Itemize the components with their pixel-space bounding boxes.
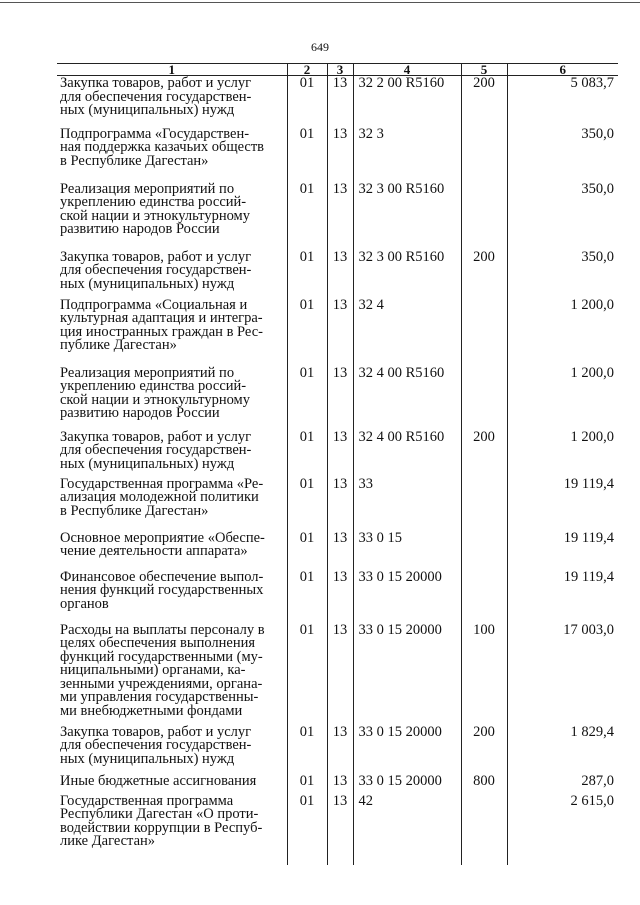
- row-subsection: 13: [327, 183, 353, 251]
- table-row: [57, 775, 618, 795]
- row-target-code: 32 4: [353, 299, 461, 367]
- row-amount: 19 119,4: [507, 478, 618, 532]
- top-rule: [0, 2, 640, 3]
- row-subsection: 13: [327, 532, 353, 571]
- row-expense-type: 100: [461, 624, 507, 726]
- row-name: Финансовое обеспечение выпол- нения функций государственных органов: [60, 568, 264, 612]
- row-name: Закупка товаров, работ и услуг для обеспечения государствен- ных (муниципальных) нужд: [60, 723, 252, 767]
- table-row: [57, 367, 618, 431]
- row-expense-type: [461, 367, 507, 431]
- row-section: 01: [287, 183, 327, 251]
- row-amount: 5 083,7: [507, 76, 618, 128]
- row-expense-type: [461, 795, 507, 865]
- row-subsection: 13: [327, 624, 353, 726]
- row-expense-type: 800: [461, 775, 507, 795]
- row-amount: 1 200,0: [507, 299, 618, 367]
- row-subsection: 13: [327, 571, 353, 624]
- row-name: Подпрограмма «Социальная и культурная адаптация и интегра- ция иностранных граждан в Рес- публике Дагестан»: [60, 296, 263, 354]
- row-section: 01: [287, 775, 327, 795]
- row-target-code: 32 3: [353, 128, 461, 183]
- row-expense-type: 200: [461, 431, 507, 478]
- row-name: Иные бюджетные ассигнования: [60, 772, 257, 789]
- row-subsection: 13: [327, 251, 353, 299]
- row-subsection: 13: [327, 775, 353, 795]
- row-target-code: 32 4 00 R5160: [353, 367, 461, 431]
- table-row: [57, 76, 618, 128]
- row-section: 01: [287, 571, 327, 624]
- row-section: 01: [287, 624, 327, 726]
- row-target-code: 32 2 00 R5160: [353, 76, 461, 128]
- row-name: Закупка товаров, работ и услуг для обеспечения государствен- ных (муниципальных) нужд: [60, 428, 252, 472]
- row-amount: 1 829,4: [507, 726, 618, 775]
- row-name: Государственная программа Республики Дагестан «О проти- водействии коррупции в Респуб- лике Дагестан»: [60, 792, 263, 850]
- row-target-code: 33 0 15 20000: [353, 624, 461, 726]
- row-subsection: 13: [327, 795, 353, 865]
- table-row: [57, 726, 618, 775]
- row-target-code: 33 0 15 20000: [353, 726, 461, 775]
- row-subsection: 13: [327, 726, 353, 775]
- table-body: [57, 76, 618, 865]
- row-target-code: 33 0 15 20000: [353, 571, 461, 624]
- row-subsection: 13: [327, 299, 353, 367]
- row-subsection: 13: [327, 431, 353, 478]
- row-section: 01: [287, 431, 327, 478]
- page-number: 649: [311, 40, 329, 54]
- row-section: 01: [287, 367, 327, 431]
- row-subsection: 13: [327, 367, 353, 431]
- row-amount: 19 119,4: [507, 571, 618, 624]
- row-amount: 350,0: [507, 251, 618, 299]
- row-section: 01: [287, 726, 327, 775]
- table-row: [57, 431, 618, 478]
- row-section: 01: [287, 795, 327, 865]
- row-name: Реализация мероприятий по укреплению единства россий- ской нации и этнокультурному развитию народов России: [60, 364, 250, 422]
- column-header: 4: [353, 64, 461, 76]
- table-row: [57, 571, 618, 624]
- row-amount: 1 200,0: [507, 367, 618, 431]
- budget-table: [57, 63, 618, 865]
- row-section: 01: [287, 532, 327, 571]
- row-name: Государственная программа «Ре- ализация молодежной политики в Республике Дагестан»: [60, 475, 264, 519]
- row-expense-type: [461, 532, 507, 571]
- header-row: [57, 64, 618, 76]
- column-header: 5: [461, 64, 507, 76]
- row-target-code: 33: [353, 478, 461, 532]
- row-expense-type: [461, 478, 507, 532]
- row-target-code: 32 3 00 R5160: [353, 183, 461, 251]
- row-name: Закупка товаров, работ и услуг для обеспечения государствен- ных (муниципальных) нужд: [60, 75, 252, 119]
- row-amount: 287,0: [507, 775, 618, 795]
- row-name: Реализация мероприятий по укреплению единства россий- ской нации и этнокультурному развитию народов России: [60, 180, 250, 238]
- table-row: [57, 183, 618, 251]
- row-target-code: 32 3 00 R5160: [353, 251, 461, 299]
- table-row: [57, 795, 618, 865]
- row-section: 01: [287, 299, 327, 367]
- table-row: [57, 478, 618, 532]
- row-expense-type: 200: [461, 76, 507, 128]
- row-amount: 350,0: [507, 183, 618, 251]
- row-name: Основное мероприятие «Обеспе- чение деятельности аппарата»: [60, 529, 265, 560]
- row-amount: 1 200,0: [507, 431, 618, 478]
- column-header: 1: [57, 64, 287, 76]
- row-expense-type: [461, 128, 507, 183]
- table-row: [57, 624, 618, 726]
- table-row: [57, 128, 618, 183]
- row-subsection: 13: [327, 76, 353, 128]
- row-name: Расходы на выплаты персоналу в целях обеспечения выполнения функций государственными (му- ниципальными) органами, ка- зенными учреждениями, органа- ми управления государственны- ми внебюджетными фондами: [60, 621, 265, 720]
- column-header: 3: [327, 64, 353, 76]
- row-amount: 17 003,0: [507, 624, 618, 726]
- row-section: 01: [287, 76, 327, 128]
- row-amount: 350,0: [507, 128, 618, 183]
- row-target-code: 32 4 00 R5160: [353, 431, 461, 478]
- row-amount: 19 119,4: [507, 532, 618, 571]
- row-target-code: 33 0 15 20000: [353, 775, 461, 795]
- row-subsection: 13: [327, 128, 353, 183]
- row-expense-type: 200: [461, 251, 507, 299]
- row-section: 01: [287, 478, 327, 532]
- row-expense-type: [461, 299, 507, 367]
- row-target-code: 42: [353, 795, 461, 865]
- row-name: Закупка товаров, работ и услуг для обеспечения государствен- ных (муниципальных) нужд: [60, 248, 252, 292]
- row-target-code: 33 0 15: [353, 532, 461, 571]
- table-row: [57, 251, 618, 299]
- row-expense-type: [461, 571, 507, 624]
- row-section: 01: [287, 251, 327, 299]
- row-section: 01: [287, 128, 327, 183]
- row-name: Подпрограмма «Государствен- ная поддержка казачьих обществ в Республике Дагестан»: [60, 125, 265, 169]
- row-subsection: 13: [327, 478, 353, 532]
- row-expense-type: [461, 183, 507, 251]
- row-expense-type: 200: [461, 726, 507, 775]
- table-row: [57, 299, 618, 367]
- row-amount: 2 615,0: [507, 795, 618, 865]
- column-header: 2: [287, 64, 327, 76]
- column-header: 6: [507, 64, 618, 76]
- table-row: [57, 532, 618, 571]
